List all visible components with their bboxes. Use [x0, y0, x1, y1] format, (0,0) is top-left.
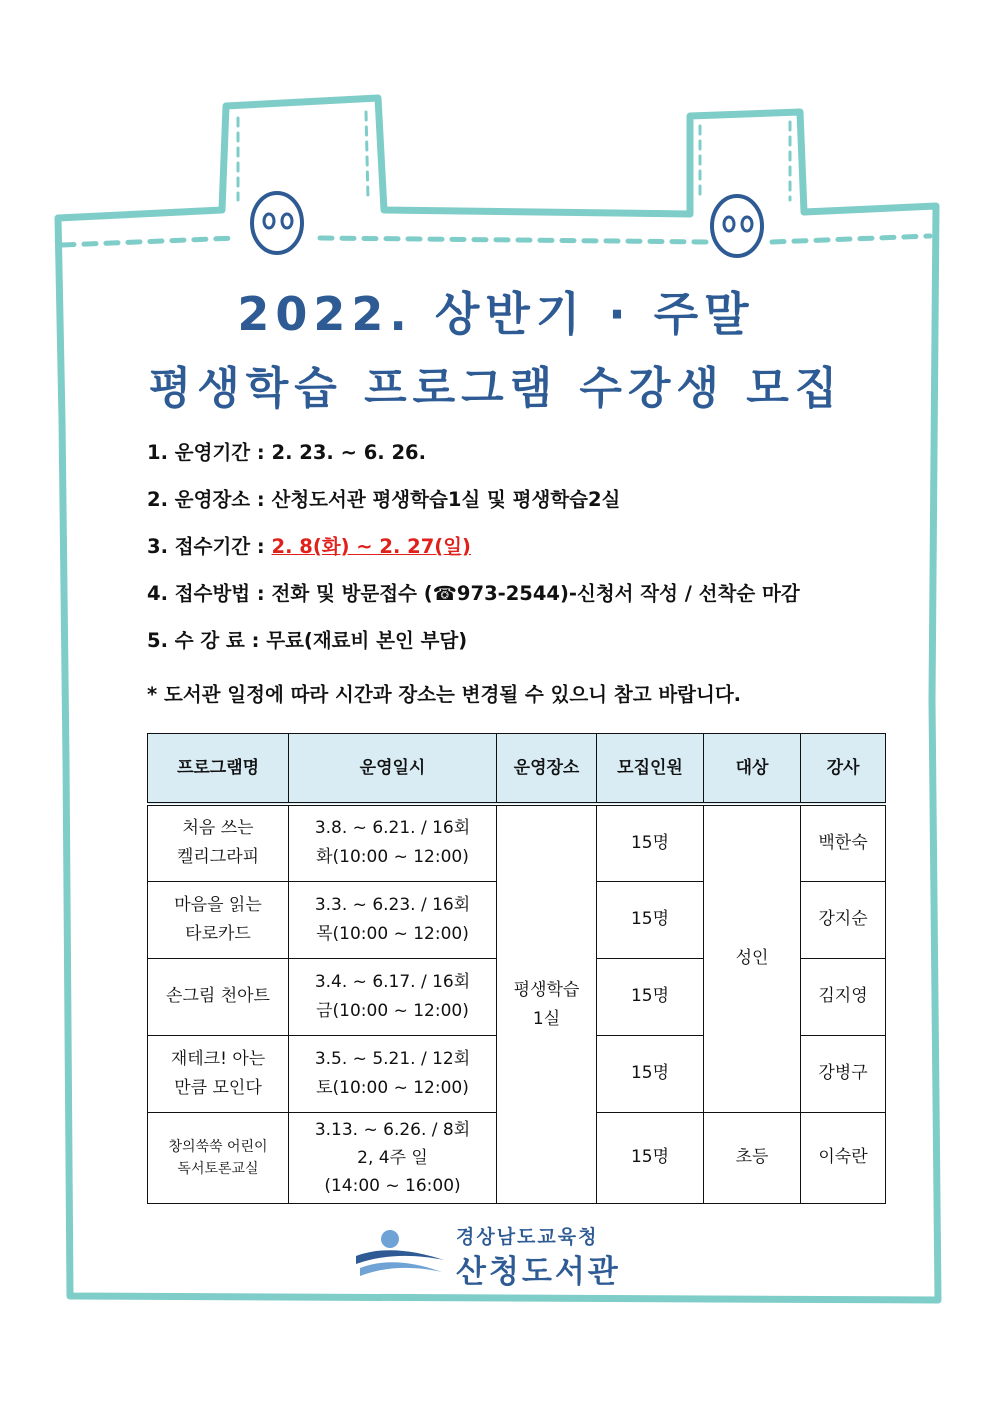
notice-text: * 도서관 일정에 따라 시간과 장소는 변경될 수 있으니 참고 바랍니다.	[147, 683, 742, 706]
program-name: 창의쑥쑥 어린이 독서토론교실	[148, 1112, 289, 1203]
table-row	[148, 804, 886, 881]
program-name: 재테크! 아는 만큼 모인다	[148, 1035, 289, 1112]
program-instructor: 강병구	[801, 1035, 886, 1112]
program-location: 평생학습 1실	[497, 804, 597, 1204]
info-registration-period: 3. 접수기간 : 2. 8(화) ~ 2. 27(일)	[147, 535, 471, 558]
left-button-icon	[252, 193, 302, 253]
program-capacity: 15명	[597, 1035, 704, 1112]
right-button-icon	[712, 196, 762, 256]
program-instructor: 이숙란	[801, 1112, 886, 1203]
info-period: 1. 운영기간 : 2. 23. ~ 6. 26.	[147, 441, 427, 464]
title-line-2: 평생학습 프로그램 수강생 모집	[148, 363, 844, 414]
library-logo	[352, 1222, 642, 1290]
table-header-row	[148, 734, 886, 805]
info-place: 2. 운영장소 : 산청도서관 평생학습1실 및 평생학습2실	[147, 488, 621, 511]
info-registration-method: 4. 접수방법 : 전화 및 방문접수 (☎973-2544)-신청서 작성 / 선착순 마감	[147, 582, 800, 605]
logo-org-name: 경상남도교육청	[456, 1226, 599, 1248]
library-emblem-icon	[352, 1228, 452, 1280]
program-capacity: 15명	[597, 804, 704, 881]
program-capacity: 15명	[597, 958, 704, 1035]
program-target-elementary: 초등	[704, 1112, 801, 1203]
program-name: 마음을 읽는 타로카드	[148, 881, 289, 958]
title-line-1: 2022. 상반기 · 주말	[237, 287, 755, 341]
program-schedule: 3.4. ~ 6.17. / 16회 금(10:00 ~ 12:00)	[289, 958, 497, 1035]
program-target-adult: 성인	[704, 804, 801, 1112]
info-list	[147, 440, 907, 675]
header-schedule: 운영일시	[289, 734, 497, 805]
info-fee: 5. 수 강 료 : 무료(재료비 본인 부담)	[147, 629, 468, 652]
program-schedule: 3.13. ~ 6.26. / 8회 2, 4주 일 (14:00 ~ 16:00)	[289, 1112, 497, 1203]
program-schedule: 3.5. ~ 5.21. / 12회 토(10:00 ~ 12:00)	[289, 1035, 497, 1112]
program-schedule: 3.8. ~ 6.21. / 16회 화(10:00 ~ 12:00)	[289, 804, 497, 881]
program-schedule: 3.3. ~ 6.23. / 16회 목(10:00 ~ 12:00)	[289, 881, 497, 958]
logo-library-name: 산청도서관	[456, 1254, 621, 1290]
program-capacity: 15명	[597, 1112, 704, 1203]
program-table	[147, 733, 886, 1204]
program-name: 처음 쓰는 켈리그라피	[148, 804, 289, 881]
program-instructor: 김지영	[801, 958, 886, 1035]
program-capacity: 15명	[597, 881, 704, 958]
header-location: 운영장소	[497, 734, 597, 805]
program-instructor: 강지순	[801, 881, 886, 958]
header-capacity: 모집인원	[597, 734, 704, 805]
registration-dates: 2. 8(화) ~ 2. 27(일)	[271, 535, 471, 558]
header-target: 대상	[704, 734, 801, 805]
program-name: 손그림 천아트	[148, 958, 289, 1035]
program-instructor: 백한숙	[801, 804, 886, 881]
header-instructor: 강사	[801, 734, 886, 805]
header-program-name: 프로그램명	[148, 734, 289, 805]
